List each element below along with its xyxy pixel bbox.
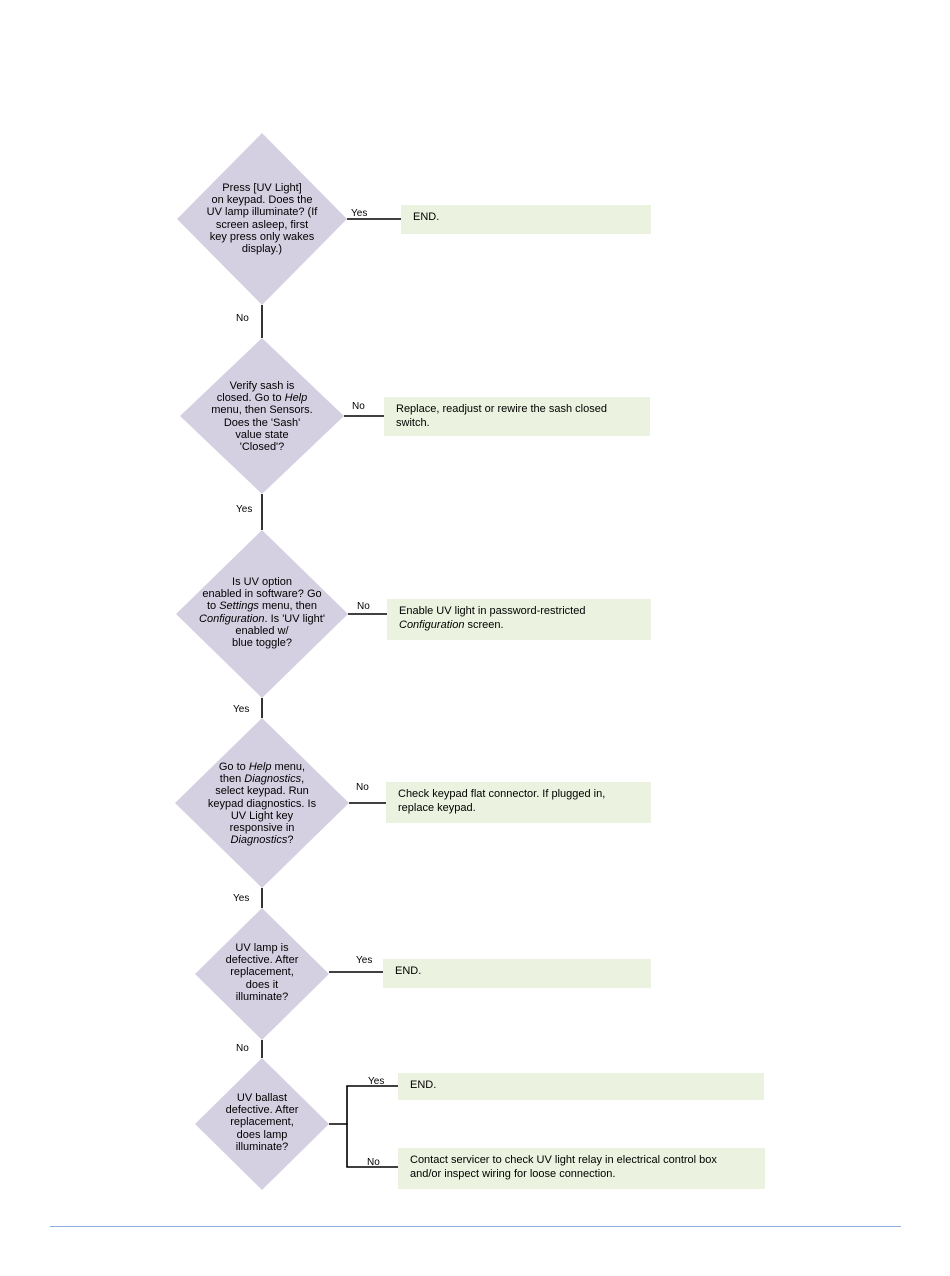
outcome-line: Check keypad flat connector. If plugged in, [398,788,606,800]
outcome-line: Enable UV light in password-restricted [399,605,586,617]
edge-label-sash-no: No [352,401,365,412]
outcome-line: Contact servicer to check UV light relay in electrical control box [410,1154,717,1166]
edge-label-uv-option-no: No [357,601,370,612]
decision-line: defective. After [225,1104,299,1117]
decision-text-keypad-diag [192,761,332,846]
decision-line: UV ballast [236,1092,288,1104]
decision-line: replacement, [230,966,294,979]
edge-label-keypad-no: No [356,782,369,793]
decision-line: replacement, [230,1116,294,1129]
outcome-end-1 [401,205,651,234]
edge-label-uv-option-yes: Yes [233,704,250,715]
decision-line: select keypad. Run [215,785,309,798]
decision-line: blue toggle? [232,637,292,650]
decision-line: Press [UV Light] [222,182,302,194]
edge-label-ballast-yes: Yes [368,1076,385,1087]
decision-line: screen asleep, first [215,218,309,231]
outcome-line: END. [413,211,440,223]
outcome-line: Replace, readjust or rewire the sash closed [396,403,607,415]
outcome-line: and/or inspect wiring for loose connection. [410,1168,616,1180]
decision-line: does it [245,978,279,991]
outcome-line: switch. [396,417,430,429]
outcome-replace-sash-switch [384,397,650,436]
decision-line: enabled w/ [235,624,289,637]
decision-line: Go to Help menu, [218,761,306,773]
decision-line: UV lamp illuminate? (If [206,206,318,219]
decision-line: enabled in software? Go [202,588,322,601]
edge-label-keypad-yes: Yes [233,893,250,904]
decision-text-uv-ballast [207,1092,317,1153]
edge-label-uv-lamp-yes: Yes [356,955,373,966]
decision-text-uv-option [187,576,337,649]
decision-line: closed. Go to Help [216,392,308,405]
edge-label-uv-lamp-no: No [236,1043,249,1054]
decision-line: then Diagnostics, [219,773,305,786]
decision-line: does lamp [236,1128,288,1141]
decision-line: Verify sash is [229,380,295,392]
decision-line: defective. After [225,954,299,967]
decision-line: display.) [241,243,283,256]
decision-line: UV lamp is [235,942,289,954]
footer-rule [50,1226,901,1227]
outcome-end-3 [398,1073,764,1100]
outcome-check-keypad-connector [386,782,651,823]
decision-line: Does the 'Sash' [223,416,301,429]
decision-line: value state [235,428,289,441]
decision-line: UV Light key [230,809,294,822]
decision-line: Diagnostics? [230,834,294,847]
outcome-enable-uv-light [387,599,651,640]
decision-line: illuminate? [235,1140,289,1153]
outcome-line: Configuration screen. [399,619,504,631]
decision-line: Configuration. Is 'UV light' [199,612,325,625]
decision-line: responsive in [229,822,295,835]
decision-line: illuminate? [235,990,289,1003]
edge-label-uv-key-no: No [236,313,249,324]
decision-text-uv-light-key [192,182,332,255]
decision-line: on keypad. Does the [211,194,313,207]
edge-label-uv-key-yes: Yes [351,208,368,219]
decision-line: key press only wakes [209,230,315,243]
decision-text-sash-closed [192,380,332,453]
decision-line: 'Closed'? [239,441,285,454]
decision-line: menu, then Sensors. [211,404,313,417]
outcome-contact-servicer [398,1148,765,1189]
decision-text-uv-lamp [207,942,317,1003]
connector-ballast-branch [329,1086,398,1124]
edge-label-ballast-no: No [367,1157,380,1168]
decision-line: keypad diagnostics. Is [207,797,317,810]
edge-label-sash-yes: Yes [236,504,253,515]
outcome-end-2 [383,959,651,988]
outcome-line: replace keypad. [398,802,476,814]
outcome-line: END. [410,1079,437,1091]
decision-line: Is UV option [232,576,292,588]
decision-line: to Settings menu, then [206,600,318,613]
outcome-line: END. [395,965,422,977]
